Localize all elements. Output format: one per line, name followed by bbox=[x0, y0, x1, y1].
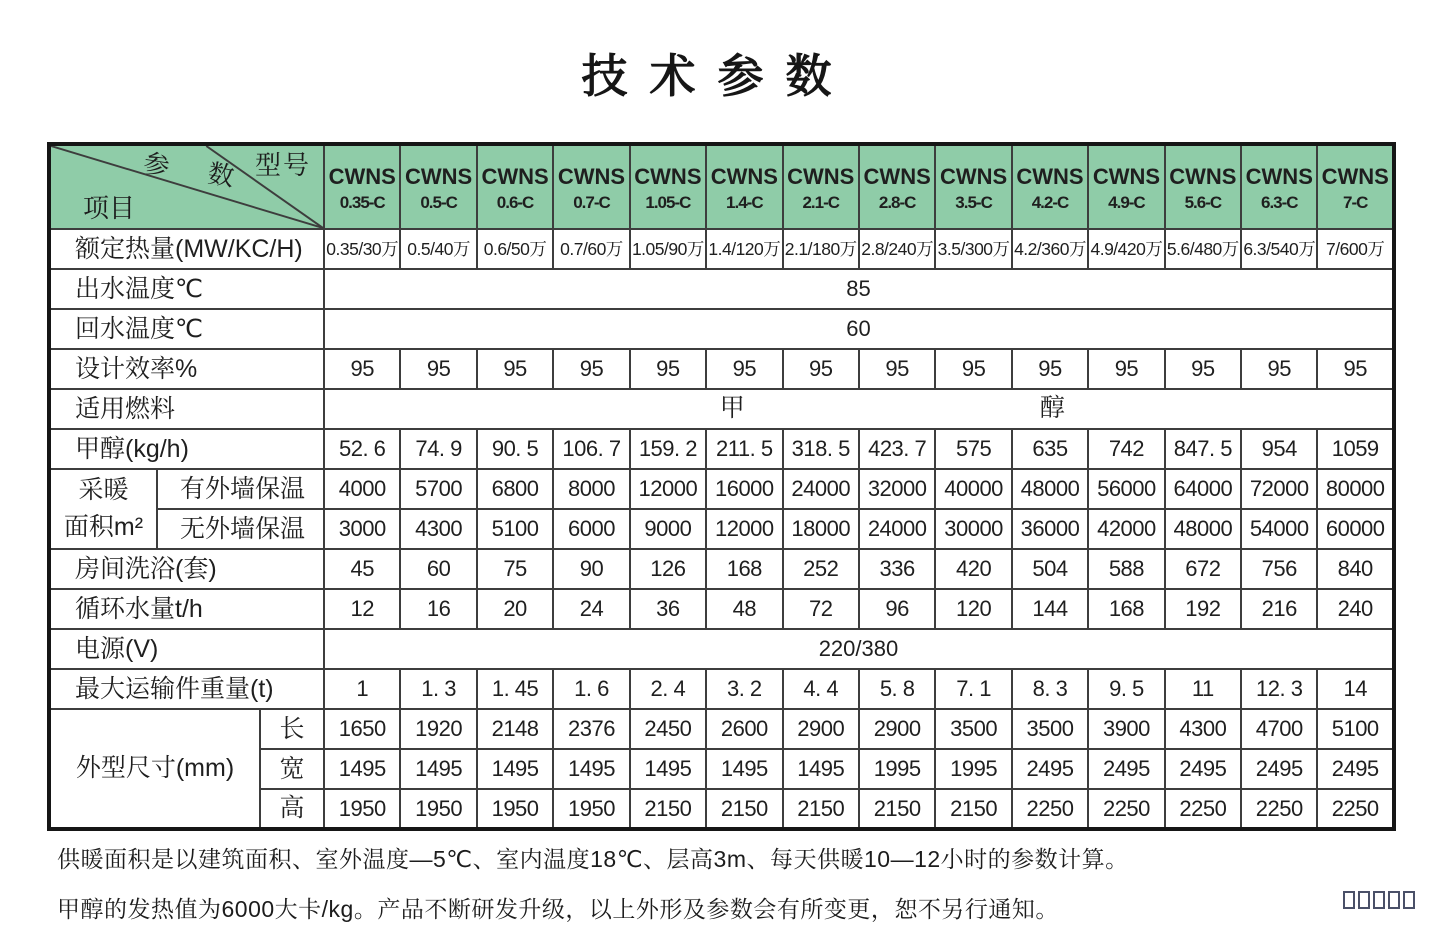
model-header-cell bbox=[1241, 144, 1317, 229]
value-cell: 159. 2 bbox=[630, 429, 706, 469]
model-label: 4.2-C bbox=[1031, 192, 1069, 212]
model-header-cell bbox=[935, 144, 1011, 229]
merged-value-cell: 60 bbox=[324, 309, 1394, 349]
value-cell: 0.35/30万 bbox=[324, 229, 400, 269]
value-cell: 80000 bbox=[1317, 469, 1393, 509]
corner-label-parameter: 参 数 bbox=[141, 147, 253, 195]
sub-row-label: 有外墙保温 bbox=[157, 469, 324, 509]
brand-label: CWNS bbox=[710, 163, 778, 189]
note-line: 供暖面积是以建筑面积、室外温度—5℃、室内温度18℃、层高3m、每天供暖10—12小时的参数计算。 bbox=[57, 846, 1129, 872]
brand-label: CWNS bbox=[634, 163, 702, 189]
value-cell: 2150 bbox=[630, 789, 706, 829]
row-label: 出水温度℃ bbox=[49, 269, 324, 309]
value-cell: 2.8/240万 bbox=[859, 229, 935, 269]
value-cell: 0.7/60万 bbox=[553, 229, 629, 269]
value-cell: 24000 bbox=[859, 509, 935, 549]
value-cell: 252 bbox=[783, 549, 859, 589]
group-label bbox=[49, 709, 260, 829]
value-cell: 0.5/40万 bbox=[400, 229, 476, 269]
value-cell: 211. 5 bbox=[706, 429, 782, 469]
value-cell: 4700 bbox=[1241, 709, 1317, 749]
value-cell: 95 bbox=[1012, 349, 1088, 389]
value-cell: 5100 bbox=[477, 509, 553, 549]
value-cell: 60 bbox=[400, 549, 476, 589]
value-cell: 1.4/120万 bbox=[706, 229, 782, 269]
value-cell: 95 bbox=[477, 349, 553, 389]
value-cell: 11 bbox=[1165, 669, 1241, 709]
value-cell: 1. 3 bbox=[400, 669, 476, 709]
value-cell: 8. 3 bbox=[1012, 669, 1088, 709]
value-cell: 30000 bbox=[935, 509, 1011, 549]
value-cell: 95 bbox=[1241, 349, 1317, 389]
value-cell: 420 bbox=[935, 549, 1011, 589]
value-cell: 32000 bbox=[859, 469, 935, 509]
model-label: 2.1-C bbox=[802, 192, 840, 212]
sub-row-label: 宽 bbox=[260, 749, 324, 789]
value-cell: 1059 bbox=[1317, 429, 1393, 469]
brand-label: CWNS bbox=[405, 163, 473, 189]
value-cell: 95 bbox=[859, 349, 935, 389]
model-header-cell bbox=[1088, 144, 1164, 229]
value-cell: 3500 bbox=[1012, 709, 1088, 749]
value-cell: 1. 45 bbox=[477, 669, 553, 709]
value-cell: 75 bbox=[477, 549, 553, 589]
value-cell: 742 bbox=[1088, 429, 1164, 469]
value-cell: 48 bbox=[706, 589, 782, 629]
value-cell: 2150 bbox=[783, 789, 859, 829]
value-cell: 120 bbox=[935, 589, 1011, 629]
value-cell: 12000 bbox=[630, 469, 706, 509]
value-cell: 12 bbox=[324, 589, 400, 629]
value-cell: 2376 bbox=[553, 709, 629, 749]
brand-label: CWNS bbox=[1016, 163, 1084, 189]
value-cell: 168 bbox=[1088, 589, 1164, 629]
value-cell: 2495 bbox=[1088, 749, 1164, 789]
value-cell: 95 bbox=[1317, 349, 1393, 389]
value-cell: 56000 bbox=[1088, 469, 1164, 509]
value-cell: 12000 bbox=[706, 509, 782, 549]
value-cell: 1920 bbox=[400, 709, 476, 749]
value-cell: 2495 bbox=[1317, 749, 1393, 789]
value-cell: 54000 bbox=[1241, 509, 1317, 549]
value-cell: 1 bbox=[324, 669, 400, 709]
value-cell: 9. 5 bbox=[1088, 669, 1164, 709]
model-header-cell bbox=[783, 144, 859, 229]
corner-header-cell bbox=[49, 144, 324, 229]
model-header-cell bbox=[477, 144, 553, 229]
value-cell: 847. 5 bbox=[1165, 429, 1241, 469]
model-label: 4.9-C bbox=[1108, 192, 1145, 212]
value-cell: 336 bbox=[859, 549, 935, 589]
value-cell: 504 bbox=[1012, 549, 1088, 589]
value-cell: 1950 bbox=[324, 789, 400, 829]
value-cell: 2. 4 bbox=[630, 669, 706, 709]
model-header-cell bbox=[1012, 144, 1088, 229]
value-cell: 4.2/360万 bbox=[1012, 229, 1088, 269]
model-label: 1.4-C bbox=[726, 192, 763, 212]
missing-glyph-watermark bbox=[1343, 891, 1415, 909]
value-cell: 2150 bbox=[935, 789, 1011, 829]
fuel-merged-cell bbox=[324, 389, 1394, 429]
missing-glyph-box bbox=[1403, 891, 1415, 909]
value-cell: 72000 bbox=[1241, 469, 1317, 509]
value-cell: 588 bbox=[1088, 549, 1164, 589]
value-cell: 3.5/300万 bbox=[935, 229, 1011, 269]
value-cell: 2.1/180万 bbox=[783, 229, 859, 269]
value-cell: 48000 bbox=[1165, 509, 1241, 549]
value-cell: 192 bbox=[1165, 589, 1241, 629]
value-cell: 90 bbox=[553, 549, 629, 589]
value-cell: 2250 bbox=[1012, 789, 1088, 829]
row-label: 循环水量t/h bbox=[49, 589, 324, 629]
value-cell: 2900 bbox=[783, 709, 859, 749]
table-row bbox=[49, 429, 1394, 469]
value-cell: 40000 bbox=[935, 469, 1011, 509]
model-label: 7-C bbox=[1342, 192, 1368, 212]
value-cell: 2250 bbox=[1241, 789, 1317, 829]
value-cell: 1. 6 bbox=[553, 669, 629, 709]
value-cell: 240 bbox=[1317, 589, 1393, 629]
footnotes bbox=[57, 841, 1129, 941]
value-cell: 2150 bbox=[706, 789, 782, 829]
brand-label: CWNS bbox=[1169, 163, 1237, 189]
value-cell: 95 bbox=[553, 349, 629, 389]
value-cell: 95 bbox=[1165, 349, 1241, 389]
fuel-char: 甲 bbox=[719, 393, 745, 422]
value-cell: 90. 5 bbox=[477, 429, 553, 469]
value-cell: 8000 bbox=[553, 469, 629, 509]
value-cell: 1995 bbox=[859, 749, 935, 789]
value-cell: 1950 bbox=[477, 789, 553, 829]
missing-glyph-box bbox=[1388, 891, 1400, 909]
model-header-cell bbox=[1317, 144, 1393, 229]
row-label: 房间洗浴(套) bbox=[49, 549, 324, 589]
value-cell: 2250 bbox=[1088, 789, 1164, 829]
missing-glyph-box bbox=[1373, 891, 1385, 909]
value-cell: 24000 bbox=[783, 469, 859, 509]
group-label bbox=[49, 469, 157, 549]
value-cell: 126 bbox=[630, 549, 706, 589]
table-row bbox=[49, 269, 1394, 309]
brand-label: CWNS bbox=[557, 163, 626, 189]
value-cell: 2250 bbox=[1165, 789, 1241, 829]
value-cell: 575 bbox=[935, 429, 1011, 469]
value-cell: 3. 2 bbox=[706, 669, 782, 709]
value-cell: 6.3/540万 bbox=[1241, 229, 1317, 269]
value-cell: 95 bbox=[400, 349, 476, 389]
row-label: 设计效率% bbox=[49, 349, 324, 389]
value-cell: 95 bbox=[783, 349, 859, 389]
model-header-cell bbox=[324, 144, 400, 229]
value-cell: 216 bbox=[1241, 589, 1317, 629]
value-cell: 2495 bbox=[1241, 749, 1317, 789]
value-cell: 96 bbox=[859, 589, 935, 629]
value-cell: 954 bbox=[1241, 429, 1317, 469]
page-title: 技术参数 bbox=[581, 50, 854, 102]
value-cell: 95 bbox=[935, 349, 1011, 389]
table-row bbox=[49, 229, 1394, 269]
value-cell: 16000 bbox=[706, 469, 782, 509]
value-cell: 0.6/50万 bbox=[477, 229, 553, 269]
merged-value-cell: 220/380 bbox=[324, 629, 1394, 669]
fuel-char: 醇 bbox=[1039, 393, 1065, 422]
row-label: 最大运输件重量(t) bbox=[49, 669, 324, 709]
value-cell: 1995 bbox=[935, 749, 1011, 789]
value-cell: 5100 bbox=[1317, 709, 1393, 749]
value-cell: 2150 bbox=[859, 789, 935, 829]
value-cell: 5.6/480万 bbox=[1165, 229, 1241, 269]
row-label: 甲醇(kg/h) bbox=[49, 429, 324, 469]
row-label: 电源(V) bbox=[49, 629, 324, 669]
value-cell: 9000 bbox=[630, 509, 706, 549]
note-line: 甲醇的发热值为6000大卡/kg。产品不断研发升级，以上外形及参数会有所变更，恕不另行通知。 bbox=[57, 896, 1059, 922]
model-label: 0.5-C bbox=[420, 192, 457, 212]
value-cell: 4300 bbox=[1165, 709, 1241, 749]
brand-label: CWNS bbox=[328, 163, 396, 189]
model-header-cell bbox=[553, 144, 629, 229]
value-cell: 1950 bbox=[553, 789, 629, 829]
value-cell: 20 bbox=[477, 589, 553, 629]
value-cell: 1950 bbox=[400, 789, 476, 829]
value-cell: 1495 bbox=[400, 749, 476, 789]
value-cell: 423. 7 bbox=[859, 429, 935, 469]
value-cell: 168 bbox=[706, 549, 782, 589]
row-label: 回水温度℃ bbox=[49, 309, 324, 349]
row-label: 额定热量(MW/KC/H) bbox=[49, 229, 324, 269]
value-cell: 12. 3 bbox=[1241, 669, 1317, 709]
value-cell: 3000 bbox=[324, 509, 400, 549]
model-label: 1.05-C bbox=[645, 192, 691, 212]
value-cell: 24 bbox=[553, 589, 629, 629]
table-row bbox=[49, 629, 1394, 669]
value-cell: 14 bbox=[1317, 669, 1393, 709]
value-cell: 318. 5 bbox=[783, 429, 859, 469]
value-cell: 60000 bbox=[1317, 509, 1393, 549]
value-cell: 6800 bbox=[477, 469, 553, 509]
table-row bbox=[49, 389, 1394, 429]
value-cell: 2250 bbox=[1317, 789, 1393, 829]
value-cell: 5. 8 bbox=[859, 669, 935, 709]
model-header-cell bbox=[1165, 144, 1241, 229]
table-row bbox=[49, 589, 1394, 629]
table-row bbox=[49, 669, 1394, 709]
value-cell: 672 bbox=[1165, 549, 1241, 589]
value-cell: 2450 bbox=[630, 709, 706, 749]
value-cell: 45 bbox=[324, 549, 400, 589]
model-header-cell bbox=[630, 144, 706, 229]
value-cell: 52. 6 bbox=[324, 429, 400, 469]
value-cell: 4000 bbox=[324, 469, 400, 509]
value-cell: 4. 4 bbox=[783, 669, 859, 709]
model-label: 6.3-C bbox=[1260, 192, 1298, 212]
value-cell: 2495 bbox=[1012, 749, 1088, 789]
value-cell: 95 bbox=[1088, 349, 1164, 389]
model-label: 2.8-C bbox=[878, 192, 916, 212]
merged-value-cell: 85 bbox=[324, 269, 1394, 309]
table-row bbox=[49, 349, 1394, 389]
brand-label: CWNS bbox=[787, 163, 855, 189]
value-cell: 840 bbox=[1317, 549, 1393, 589]
model-label: 0.6-C bbox=[496, 192, 534, 212]
value-cell: 36 bbox=[630, 589, 706, 629]
value-cell: 1495 bbox=[324, 749, 400, 789]
value-cell: 5700 bbox=[400, 469, 476, 509]
value-cell: 3500 bbox=[935, 709, 1011, 749]
value-cell: 1.05/90万 bbox=[630, 229, 706, 269]
value-cell: 18000 bbox=[783, 509, 859, 549]
corner-label-item: 项目 bbox=[83, 192, 136, 223]
value-cell: 635 bbox=[1012, 429, 1088, 469]
value-cell: 95 bbox=[324, 349, 400, 389]
value-cell: 1650 bbox=[324, 709, 400, 749]
value-cell: 3900 bbox=[1088, 709, 1164, 749]
row-label: 适用燃料 bbox=[49, 389, 324, 429]
group-label-line: 面积m² bbox=[63, 513, 144, 541]
spec-table bbox=[47, 142, 1396, 831]
value-cell: 48000 bbox=[1012, 469, 1088, 509]
model-label: 0.35-C bbox=[339, 192, 385, 212]
table-row bbox=[49, 309, 1394, 349]
value-cell: 2900 bbox=[859, 709, 935, 749]
brand-label: CWNS bbox=[939, 163, 1008, 189]
corner-label-model: 型号 bbox=[254, 150, 311, 180]
table-row bbox=[49, 469, 1394, 509]
model-header-cell bbox=[400, 144, 476, 229]
value-cell: 4.9/420万 bbox=[1088, 229, 1164, 269]
value-cell: 2495 bbox=[1165, 749, 1241, 789]
value-cell: 95 bbox=[630, 349, 706, 389]
value-cell: 2148 bbox=[477, 709, 553, 749]
model-header-cell bbox=[706, 144, 782, 229]
missing-glyph-box bbox=[1343, 891, 1355, 909]
value-cell: 72 bbox=[783, 589, 859, 629]
value-cell: 7/600万 bbox=[1317, 229, 1393, 269]
brand-label: CWNS bbox=[1245, 163, 1313, 189]
model-label: 5.6-C bbox=[1184, 192, 1222, 212]
table-row bbox=[49, 549, 1394, 589]
value-cell: 756 bbox=[1241, 549, 1317, 589]
model-label: 3.5-C bbox=[955, 192, 992, 212]
sub-row-label: 长 bbox=[260, 709, 324, 749]
table-row bbox=[49, 509, 1394, 549]
value-cell: 95 bbox=[706, 349, 782, 389]
value-cell: 4300 bbox=[400, 509, 476, 549]
value-cell: 74. 9 bbox=[400, 429, 476, 469]
value-cell: 106. 7 bbox=[553, 429, 629, 469]
value-cell: 2600 bbox=[706, 709, 782, 749]
brand-label: CWNS bbox=[1092, 163, 1161, 189]
group-label-line: 采暖 bbox=[78, 475, 129, 504]
sub-row-label: 无外墙保温 bbox=[157, 509, 324, 549]
table-row bbox=[49, 709, 1394, 749]
header-row bbox=[49, 144, 1394, 229]
value-cell: 36000 bbox=[1012, 509, 1088, 549]
value-cell: 1495 bbox=[783, 749, 859, 789]
value-cell: 1495 bbox=[706, 749, 782, 789]
value-cell: 16 bbox=[400, 589, 476, 629]
model-header-cell bbox=[859, 144, 935, 229]
brand-label: CWNS bbox=[863, 163, 931, 189]
value-cell: 6000 bbox=[553, 509, 629, 549]
brand-label: CWNS bbox=[1321, 163, 1389, 189]
missing-glyph-box bbox=[1358, 891, 1370, 909]
value-cell: 7. 1 bbox=[935, 669, 1011, 709]
value-cell: 1495 bbox=[630, 749, 706, 789]
group-label-line: 外型尺寸(mm) bbox=[75, 753, 235, 782]
sub-row-label: 高 bbox=[260, 789, 324, 829]
value-cell: 144 bbox=[1012, 589, 1088, 629]
value-cell: 64000 bbox=[1165, 469, 1241, 509]
brand-label: CWNS bbox=[481, 163, 549, 189]
model-label: 0.7-C bbox=[573, 192, 610, 212]
value-cell: 42000 bbox=[1088, 509, 1164, 549]
value-cell: 1495 bbox=[553, 749, 629, 789]
value-cell: 1495 bbox=[477, 749, 553, 789]
